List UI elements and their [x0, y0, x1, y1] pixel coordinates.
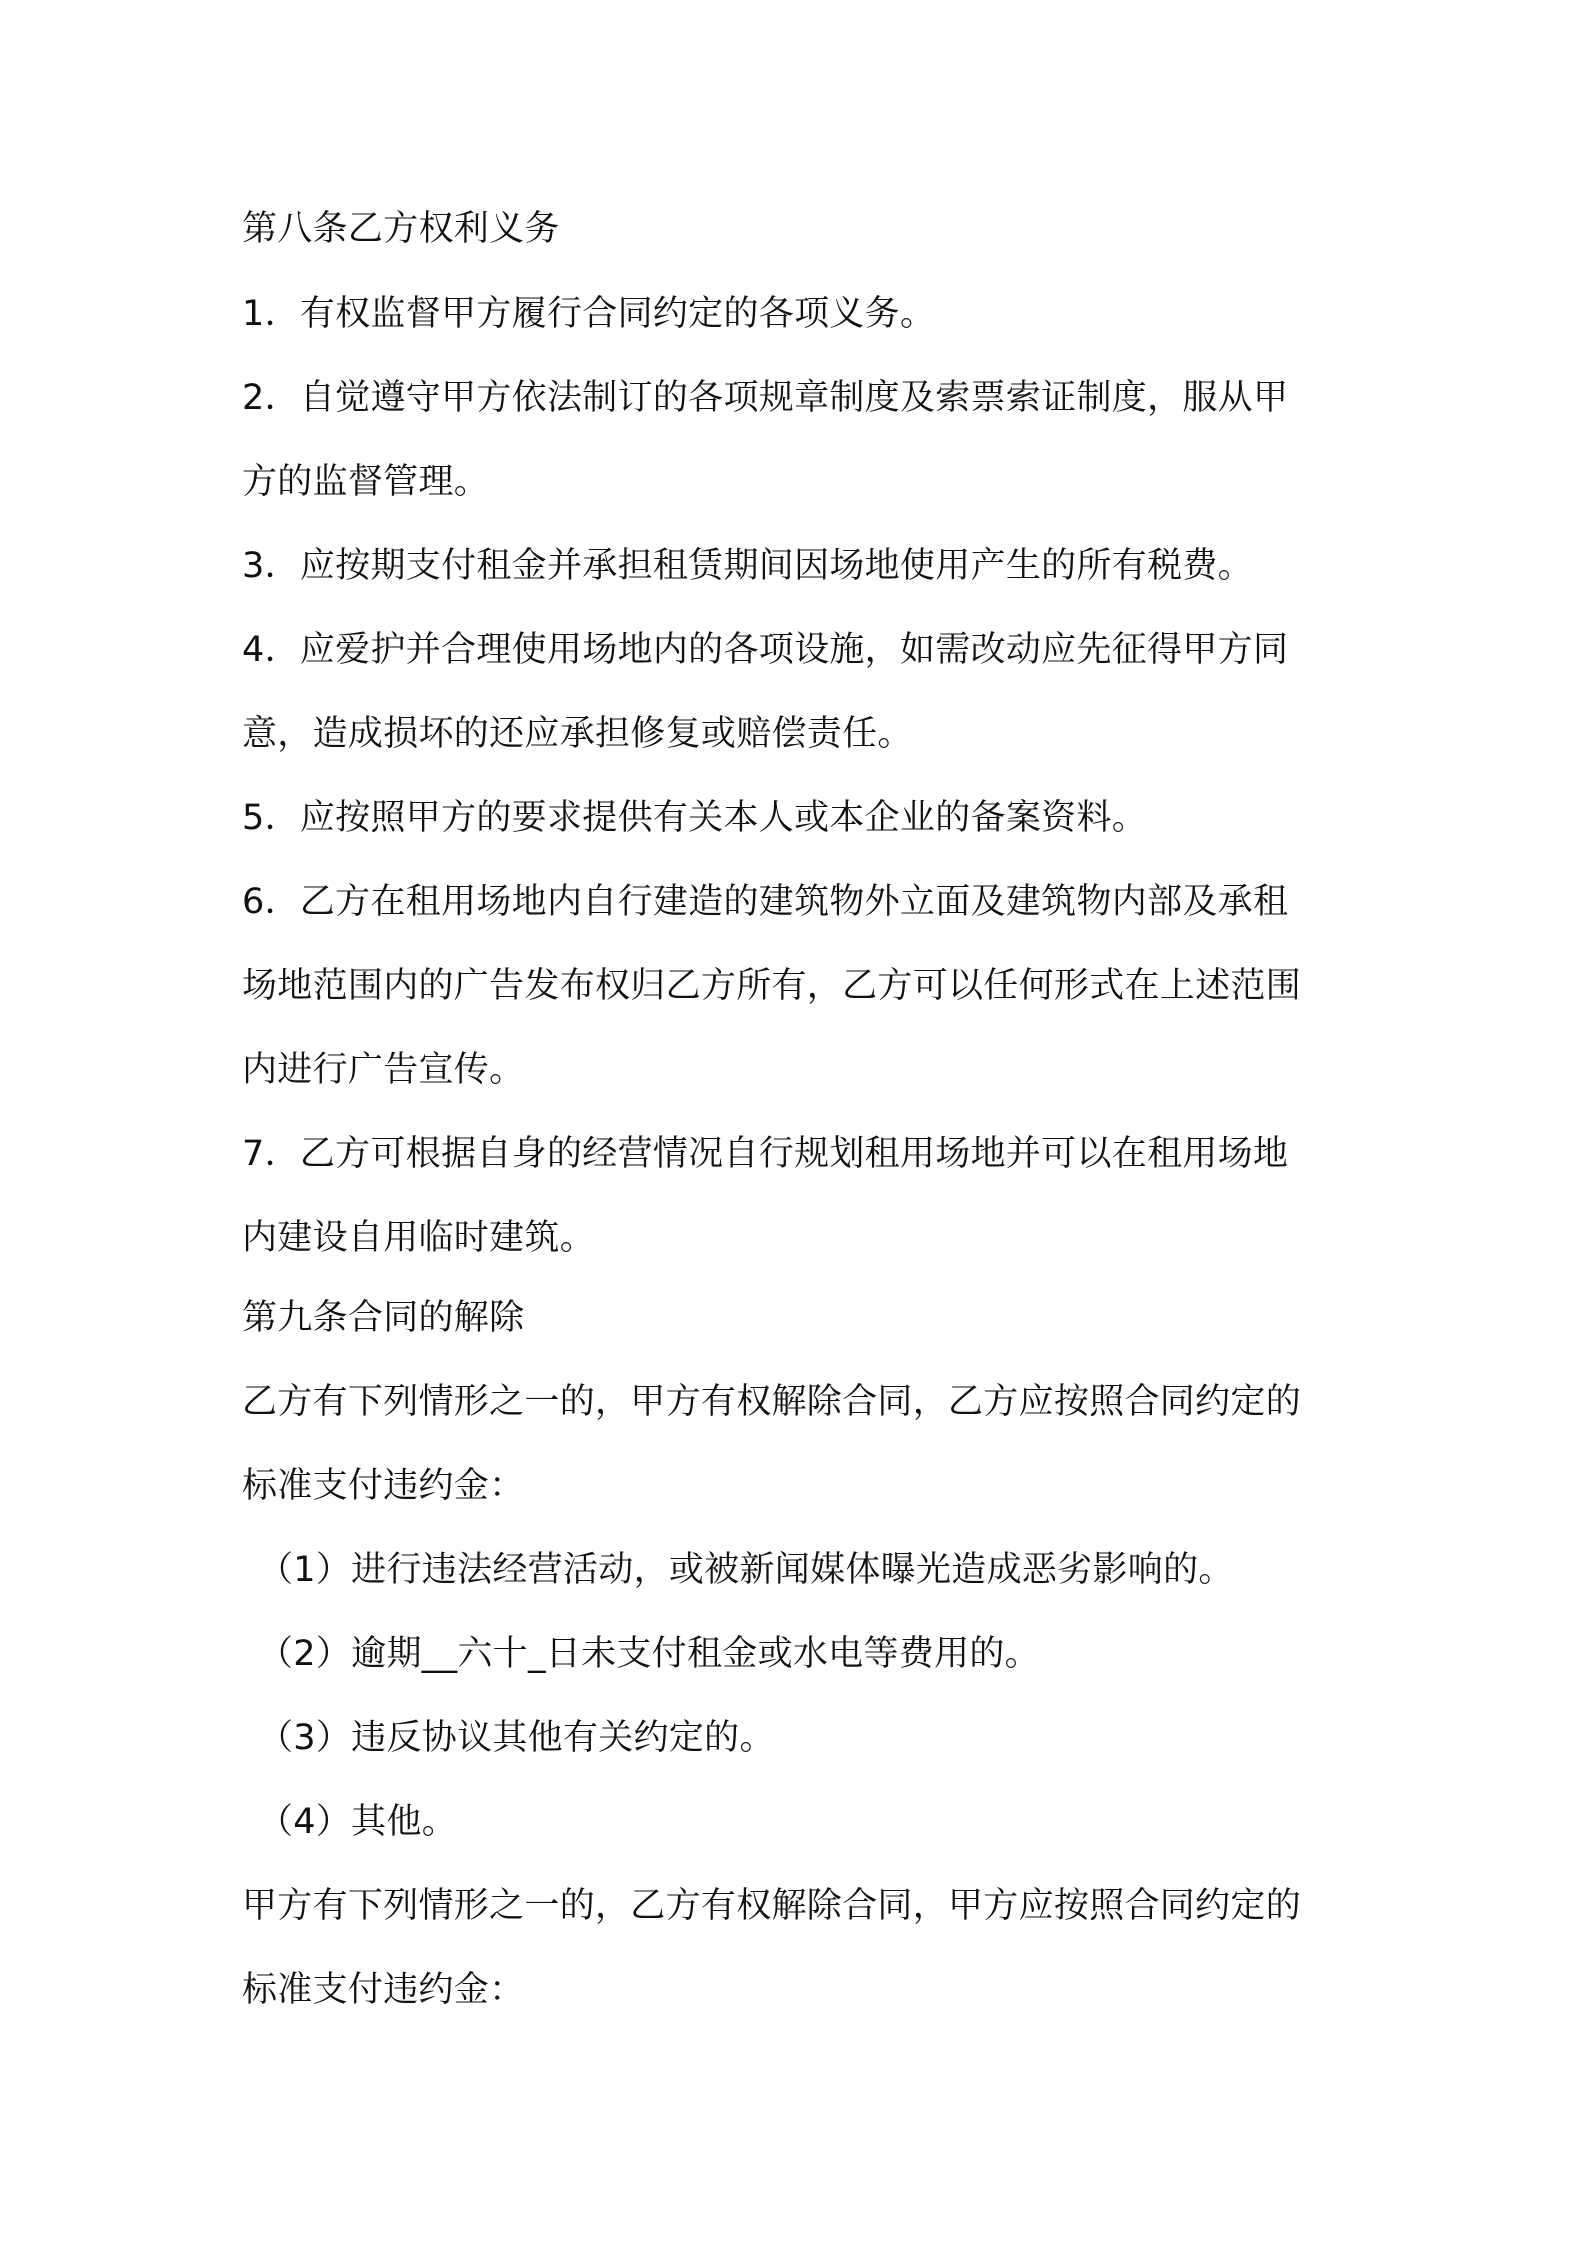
- section-heading-article-8: 第八条乙方权利义务: [242, 209, 560, 249]
- paragraph-line: 内进行广告宣传。: [242, 1050, 525, 1090]
- paragraph-line: 场地范围内的广告发布权归乙方所有，乙方可以任何形式在上述范围: [242, 966, 1302, 1006]
- paragraph-line: 5．应按照甲方的要求提供有关本人或本企业的备案资料。: [242, 798, 1148, 838]
- paragraph-line: 方的监督管理。: [242, 462, 490, 502]
- paragraph-line: 3．应按期支付租金并承担租赁期间因场地使用产生的所有税费。: [242, 546, 1253, 586]
- list-item: （1）进行违法经营活动，或被新闻媒体曝光造成恶劣影响的。: [258, 1550, 1234, 1590]
- paragraph-line: 甲方有下列情形之一的，乙方有权解除合同，甲方应按照合同约定的: [242, 1886, 1302, 1926]
- paragraph-line: 意，造成损坏的还应承担修复或赔偿责任。: [242, 714, 913, 754]
- section-heading-article-9: 第九条合同的解除: [242, 1298, 525, 1338]
- paragraph-line: 4．应爱护并合理使用场地内的各项设施，如需改动应先征得甲方同: [242, 630, 1289, 670]
- paragraph-line: 标准支付违约金：: [242, 1970, 525, 2010]
- paragraph-line: 7．乙方可根据自身的经营情况自行规划租用场地并可以在租用场地: [242, 1134, 1289, 1174]
- paragraph-line: 标准支付违约金：: [242, 1466, 525, 1506]
- paragraph-line: 内建设自用临时建筑。: [242, 1218, 596, 1258]
- paragraph-line: 1．有权监督甲方履行合同约定的各项义务。: [242, 294, 936, 334]
- list-item: （2）逾期__六十_日未支付租金或水电等费用的。: [258, 1634, 1040, 1674]
- list-item: （4）其他。: [258, 1802, 458, 1842]
- list-item: （3）违反协议其他有关约定的。: [258, 1718, 775, 1758]
- paragraph-line: 6．乙方在租用场地内自行建造的建筑物外立面及建筑物内部及承租: [242, 882, 1289, 922]
- paragraph-line: 乙方有下列情形之一的，甲方有权解除合同，乙方应按照合同约定的: [242, 1382, 1302, 1422]
- paragraph-line: 2．自觉遵守甲方依法制订的各项规章制度及索票索证制度，服从甲: [242, 378, 1289, 418]
